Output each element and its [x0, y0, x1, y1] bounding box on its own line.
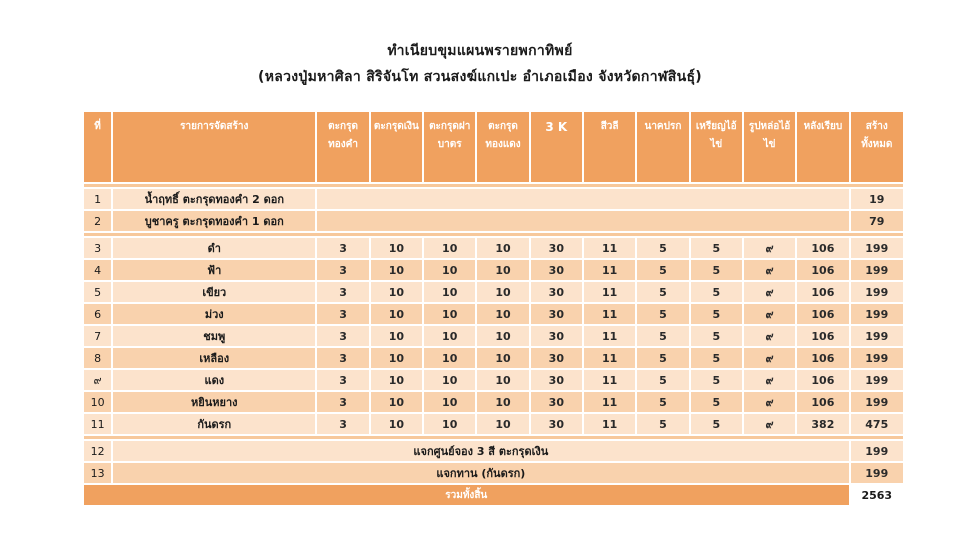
row-value: 5 — [691, 348, 742, 368]
row-value: ๙ — [744, 282, 795, 302]
header-naga: นาคปรก — [637, 112, 688, 182]
row-value: 30 — [531, 348, 582, 368]
row-value: 10 — [477, 282, 528, 302]
row-value: ๙ — [744, 370, 795, 390]
row-total: 79 — [851, 211, 903, 231]
row-label: ดำ — [113, 238, 315, 258]
row-value: 5 — [691, 238, 742, 258]
row-value: 5 — [637, 282, 688, 302]
row-value: 3 — [317, 348, 368, 368]
row-number: 1 — [84, 189, 111, 209]
grand-total-row — [84, 485, 903, 505]
row-value: 11 — [584, 326, 635, 346]
row-value: 3 — [317, 414, 368, 434]
row-value: 5 — [691, 304, 742, 324]
row-total: 199 — [851, 392, 903, 412]
row-value: 10 — [371, 238, 422, 258]
header-ai-khai-statue: รูปหล่อไอ้ไข่ — [744, 112, 795, 182]
row-value: ๙ — [744, 238, 795, 258]
row-value: 3 — [317, 304, 368, 324]
separator-cell — [84, 436, 903, 439]
row-value: 30 — [531, 238, 582, 258]
row-value: 5 — [637, 326, 688, 346]
row-value: 3 — [317, 326, 368, 346]
row-value: 30 — [531, 304, 582, 324]
row-number: 12 — [84, 441, 111, 461]
row-value: 10 — [424, 282, 475, 302]
row-total: 199 — [851, 326, 903, 346]
row-value: 10 — [477, 260, 528, 280]
row-label: หยินหยาง — [113, 392, 315, 412]
row-value: 11 — [584, 348, 635, 368]
table-row — [84, 370, 903, 390]
row-value: 5 — [691, 260, 742, 280]
header-bowl-lid-takrut: ตะกรุดฝาบาตร — [424, 112, 475, 182]
row-value: 5 — [637, 414, 688, 434]
separator-cell — [84, 233, 903, 236]
row-value: 10 — [424, 260, 475, 280]
row-value: ๙ — [744, 414, 795, 434]
table-row — [84, 414, 903, 434]
header-silver-takrut: ตะกรุดเงิน — [371, 112, 422, 182]
row-value: 10 — [371, 348, 422, 368]
row-label: แดง — [113, 370, 315, 390]
document-title: ทำเนียบขุมแผนพรายพกาทิพย์ — [387, 43, 573, 59]
header-item: รายการจัดสร้าง — [113, 112, 315, 182]
row-value: 5 — [691, 414, 742, 434]
table-row — [84, 282, 903, 302]
table-row — [84, 211, 903, 231]
row-label: เหลือง — [113, 348, 315, 368]
row-label: น้ำฤทธิ์ ตะกรุดทองคำ 2 ดอก — [113, 189, 315, 209]
row-number: 5 — [84, 282, 111, 302]
table-row — [84, 441, 903, 461]
row-value: 10 — [424, 326, 475, 346]
row-value: ๙ — [744, 260, 795, 280]
row-total: 475 — [851, 414, 903, 434]
row-label: บูชาครู ตะกรุดทองคำ 1 ดอก — [113, 211, 315, 231]
row-value: 106 — [797, 326, 848, 346]
row-value: ๙ — [744, 392, 795, 412]
row-value: 106 — [797, 392, 848, 412]
row-value: 30 — [531, 326, 582, 346]
row-value: 11 — [584, 370, 635, 390]
row-number: 10 — [84, 392, 111, 412]
row-total: 199 — [851, 348, 903, 368]
row-total: 19 — [851, 189, 903, 209]
row-value: 11 — [584, 304, 635, 324]
row-label: ฟ้า — [113, 260, 315, 280]
header-plain-back: หลังเรียบ — [797, 112, 848, 182]
row-label: แจกศูนย์จอง 3 สี ตะกรุดเงิน — [113, 441, 848, 461]
row-value: 30 — [531, 282, 582, 302]
row-number: 7 — [84, 326, 111, 346]
row-number: 6 — [84, 304, 111, 324]
row-total: 199 — [851, 463, 903, 483]
row-value: 5 — [637, 370, 688, 390]
separator-cell — [84, 184, 903, 187]
row-value: 11 — [584, 260, 635, 280]
row-total: 199 — [851, 370, 903, 390]
row-total: 199 — [851, 282, 903, 302]
row-label: ม่วง — [113, 304, 315, 324]
row-value: 10 — [477, 238, 528, 258]
row-number: 13 — [84, 463, 111, 483]
row-separator — [84, 233, 903, 236]
row-value: 10 — [477, 370, 528, 390]
document-subtitle: (หลวงปู่มหาศิลา สิริจันโท สวนสงฆ์แกเปะ อำเภอเมือง จังหวัดกาฬสินธุ์) — [258, 69, 702, 85]
row-value: 5 — [691, 282, 742, 302]
table-row — [84, 463, 903, 483]
row-value: 5 — [691, 326, 742, 346]
row-value: 10 — [371, 326, 422, 346]
row-value: 10 — [477, 392, 528, 412]
grand-total-label: รวมทั้งสิ้น — [84, 485, 849, 505]
row-value: 5 — [691, 392, 742, 412]
row-value: 106 — [797, 304, 848, 324]
row-value: ๙ — [744, 326, 795, 346]
row-value: 3 — [317, 392, 368, 412]
row-value: 10 — [424, 304, 475, 324]
table-header — [84, 112, 903, 182]
row-value: 5 — [637, 392, 688, 412]
row-value: 106 — [797, 282, 848, 302]
header-ai-khai-coin: เหรียญไอ้ไข่ — [691, 112, 742, 182]
row-value: 5 — [637, 348, 688, 368]
row-value: 106 — [797, 348, 848, 368]
header-total: สร้างทั้งหมด — [851, 112, 903, 182]
grand-total-value: 2563 — [851, 485, 903, 505]
row-value: 30 — [531, 414, 582, 434]
row-value: 10 — [371, 392, 422, 412]
row-value: 10 — [424, 392, 475, 412]
row-number: ๙ — [84, 370, 111, 390]
row-value: 10 — [477, 414, 528, 434]
row-value: 3 — [317, 238, 368, 258]
row-value: 3 — [317, 282, 368, 302]
row-number: 2 — [84, 211, 111, 231]
row-separator — [84, 184, 903, 187]
row-value: 30 — [531, 260, 582, 280]
row-total: 199 — [851, 238, 903, 258]
row-value: 10 — [477, 304, 528, 324]
row-value: 5 — [637, 260, 688, 280]
row-value: 10 — [371, 370, 422, 390]
row-value: 10 — [371, 260, 422, 280]
header-3k: 3 K — [531, 112, 582, 182]
table-row — [84, 326, 903, 346]
row-total: 199 — [851, 260, 903, 280]
row-value: 10 — [371, 414, 422, 434]
row-value: 106 — [797, 260, 848, 280]
row-value: 11 — [584, 414, 635, 434]
row-value: 5 — [691, 370, 742, 390]
row-value: 106 — [797, 238, 848, 258]
row-value: 382 — [797, 414, 848, 434]
row-value: 10 — [371, 304, 422, 324]
row-label: กันดรก — [113, 414, 315, 434]
row-value: 10 — [477, 326, 528, 346]
table-row — [84, 348, 903, 368]
table-row — [84, 189, 903, 209]
row-value: 10 — [424, 414, 475, 434]
row-label: ชมพู — [113, 326, 315, 346]
row-number: 11 — [84, 414, 111, 434]
row-value: 3 — [317, 370, 368, 390]
row-label: แจกทาน (กันดรก) — [113, 463, 848, 483]
row-value: 10 — [424, 370, 475, 390]
row-number: 4 — [84, 260, 111, 280]
table-row — [84, 304, 903, 324]
row-number: 8 — [84, 348, 111, 368]
header-copper-takrut: ตะกรุดทองแดง — [477, 112, 528, 182]
header-no: ที่ — [84, 112, 111, 182]
row-empty-span — [317, 211, 848, 231]
row-separator — [84, 436, 903, 439]
row-value: 11 — [584, 282, 635, 302]
row-value: 10 — [424, 348, 475, 368]
row-value: 10 — [477, 348, 528, 368]
row-value: 3 — [317, 260, 368, 280]
row-number: 3 — [84, 238, 111, 258]
row-value: 5 — [637, 238, 688, 258]
header-siwali: สีวลี — [584, 112, 635, 182]
table-row — [84, 238, 903, 258]
header-gold-takrut: ตะกรุดทองคำ — [317, 112, 368, 182]
production-table — [82, 110, 905, 507]
row-value: ๙ — [744, 348, 795, 368]
row-value: 30 — [531, 392, 582, 412]
table-row — [84, 260, 903, 280]
row-value: 10 — [424, 238, 475, 258]
row-total: 199 — [851, 304, 903, 324]
table-body — [84, 184, 903, 505]
row-value: 5 — [637, 304, 688, 324]
row-value: 30 — [531, 370, 582, 390]
row-value: 106 — [797, 370, 848, 390]
row-value: 11 — [584, 392, 635, 412]
row-value: 11 — [584, 238, 635, 258]
row-total: 199 — [851, 441, 903, 461]
row-empty-span — [317, 189, 848, 209]
row-value: ๙ — [744, 304, 795, 324]
table-row — [84, 392, 903, 412]
row-label: เขียว — [113, 282, 315, 302]
row-value: 10 — [371, 282, 422, 302]
